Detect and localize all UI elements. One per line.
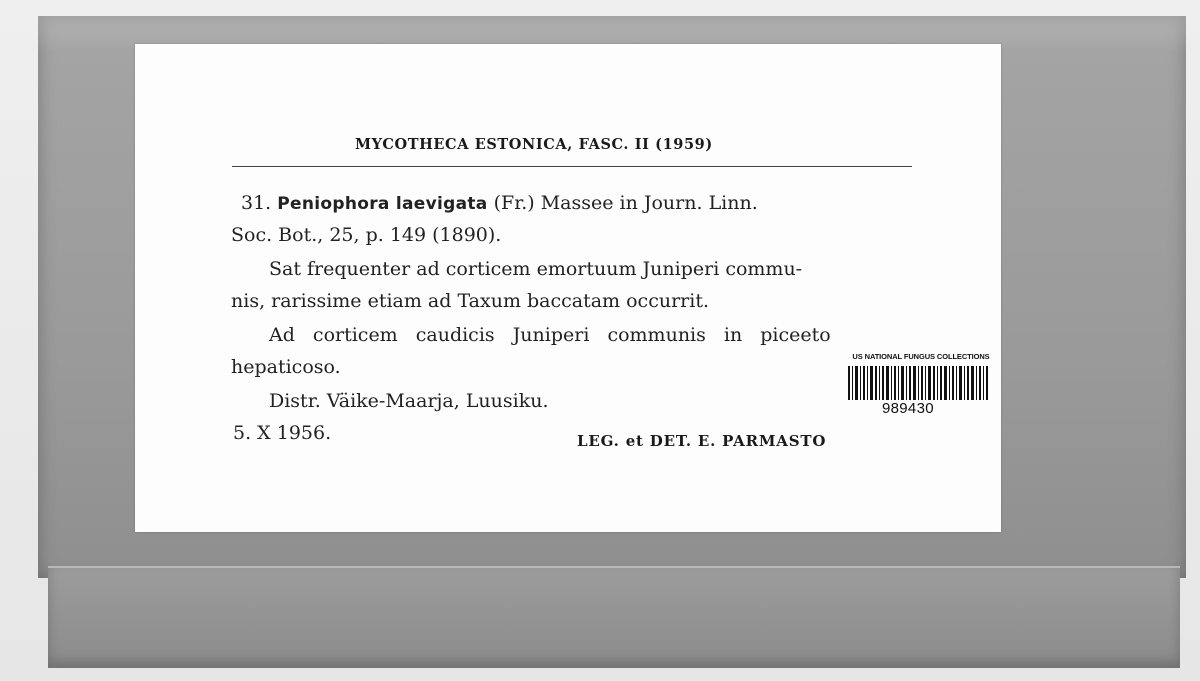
packet-bottom-flap [48,566,1180,668]
citation-line: Soc. Bot., 25, p. 149 (1890). [231,224,502,246]
collection-date: 5. X 1956. [233,422,332,444]
substrate-line-1: Ad corticem caudicis Juniperi communis in piceeto [269,324,831,346]
collector-line: LEG. et DET. E. PARMASTO [577,432,827,450]
label-title: MYCOTHECA ESTONICA, FASC. II (1959) [355,136,713,153]
barcode-number: 989430 [882,400,934,417]
habitat-line-2: nis, rarissime etiam ad Taxum baccatam occurrit. [231,290,709,312]
barcode-sticker [842,352,1000,424]
title-divider [232,166,912,167]
substrate-line-2: hepaticoso. [231,356,341,378]
barcode-header: US NATIONAL FUNGUS COLLECTIONS [852,352,990,361]
species-authority: (Fr.) Massee in Journ. Linn. [493,192,758,214]
entry-number: 31. [241,192,272,214]
species-name: Peniophora laevigata [277,194,488,214]
habitat-line-1: Sat frequenter ad corticem emortuum Juniperi commu- [269,258,803,280]
locality-line: Distr. Väike-Maarja, Luusiku. [269,390,549,412]
species-line [241,192,758,214]
barcode-icon [848,366,988,400]
specimen-label [135,44,1001,532]
